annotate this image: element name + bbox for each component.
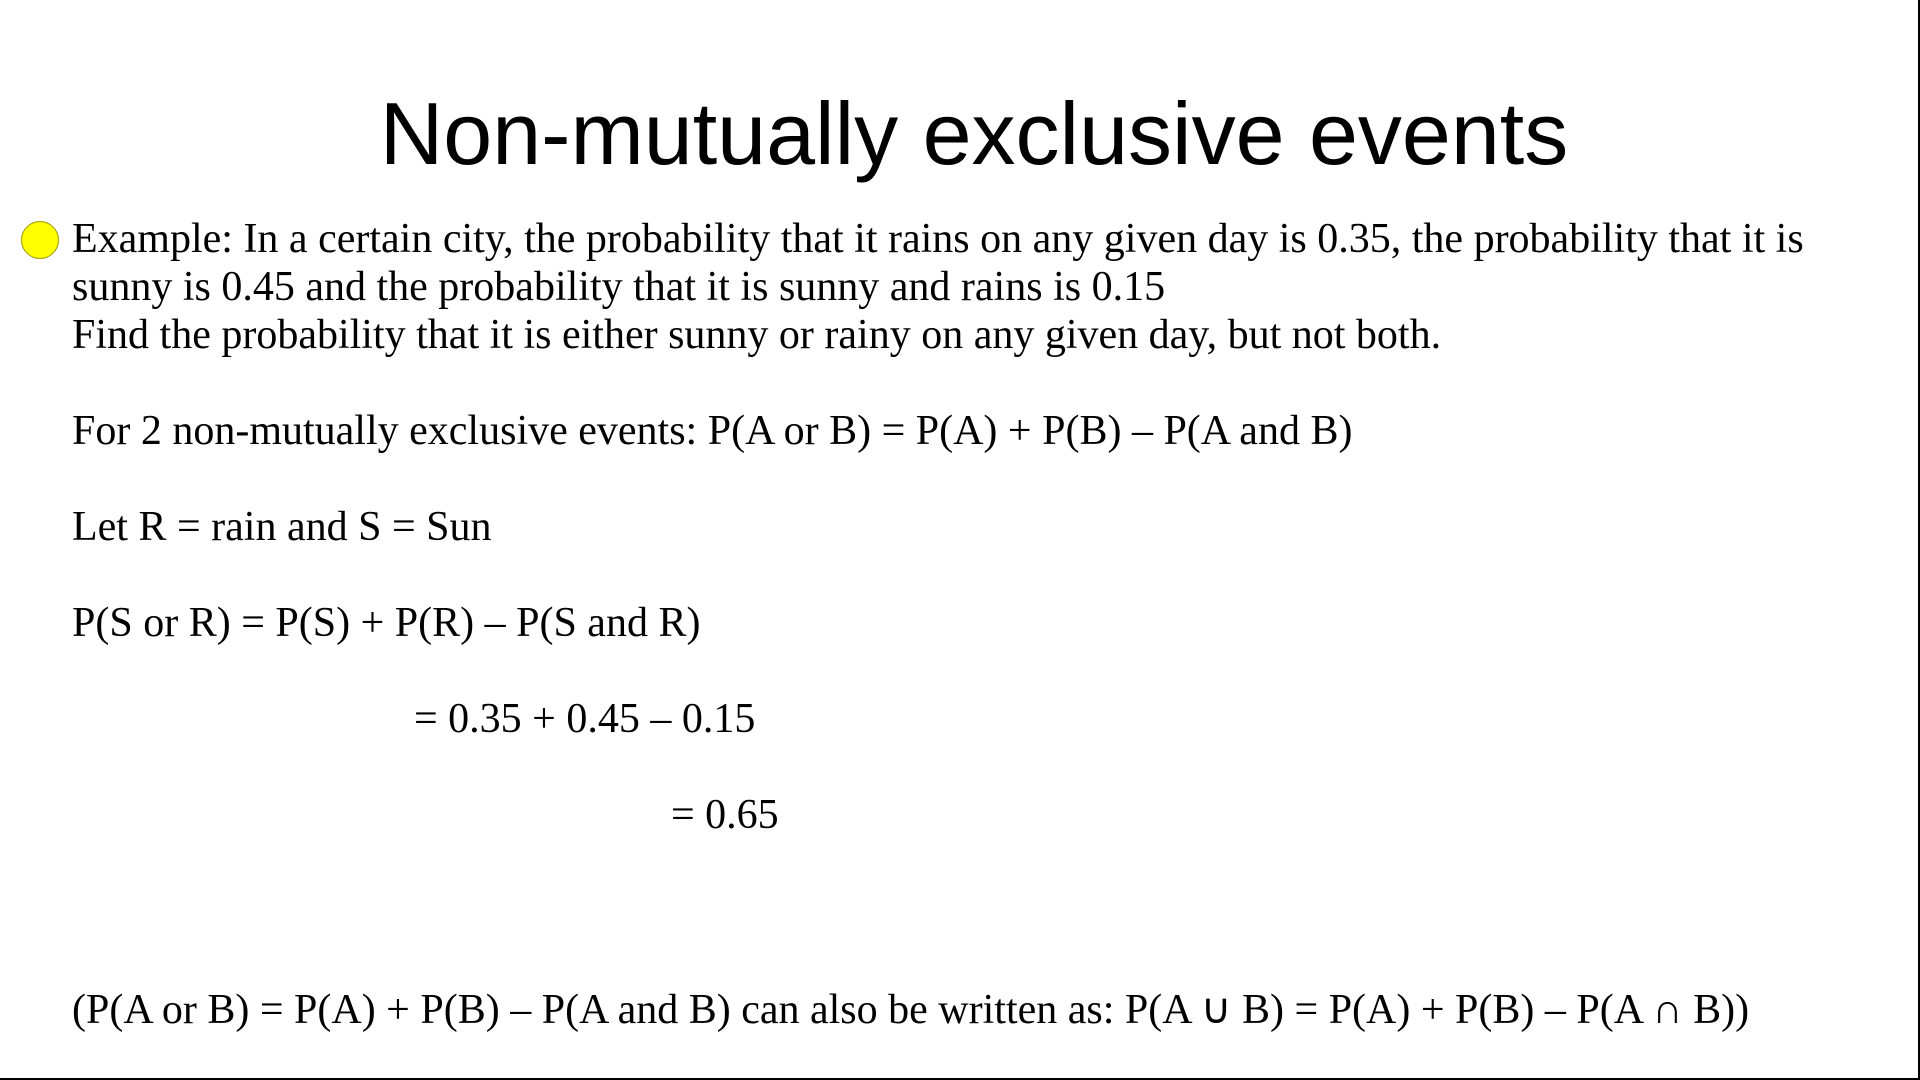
bullet-icon — [21, 221, 59, 259]
notation-note-line: (P(A or B) = P(A) + P(B) – P(A and B) can also be written as: P(A ∪ B) = P(A) + P(B) – P(A ∩ B)) — [72, 987, 1750, 1033]
slide-title: Non-mutually exclusive events — [379, 84, 1569, 183]
formula-rule-line: For 2 non-mutually exclusive events: P(A or B) = P(A) + P(B) – P(A and B) — [72, 408, 1353, 454]
working-line-2: = 0.35 + 0.45 – 0.15 — [414, 696, 756, 742]
definition-line: Let R = rain and S = Sun — [72, 504, 492, 550]
working-line-1: P(S or R) = P(S) + P(R) – P(S and R) — [72, 600, 701, 646]
answer-line: = 0.65 — [671, 792, 779, 838]
example-line-1: Example: In a certain city, the probability that it rains on any given day is 0.35, the probability that it is — [72, 216, 1804, 262]
example-line-2: sunny is 0.45 and the probability that it is sunny and rains is 0.15 — [72, 264, 1166, 310]
question-line: Find the probability that it is either sunny or rainy on any given day, but not both. — [72, 312, 1442, 358]
